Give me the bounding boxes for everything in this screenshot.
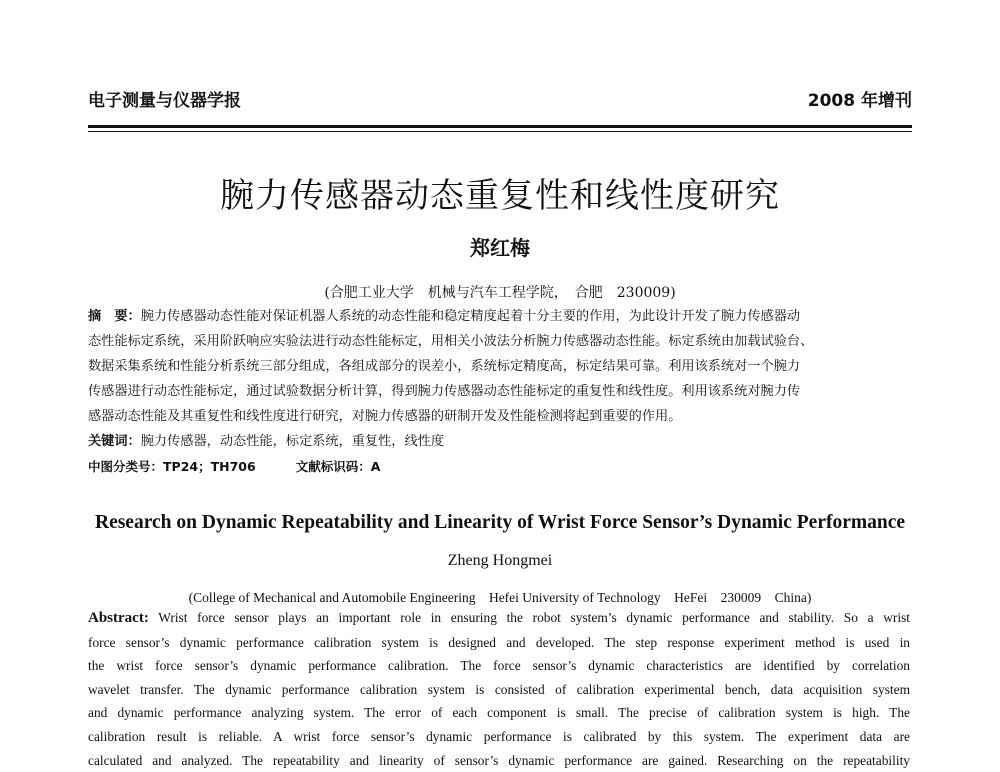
abstract-en-line: the wrist force sensor’s dynamic performance calibration. The force sensor’s dynamic characteristics are identified by correlation: [88, 658, 910, 674]
keywords-zh-text: 腕力传感器，动态性能，标定系统，重复性，线性度: [140, 434, 445, 449]
abstract-en-line: and dynamic performance analyzing system. The error of each component is small. The precise of calibration system is high. The: [88, 705, 910, 721]
abstract-zh-line: 数据采集系统和性能分析系统三部分组成，各组成部分的误差小，系统标定精度高，标定结果可靠。利用该系统对一个腕力: [88, 359, 801, 374]
abstract-zh-line: 感器动态性能及其重复性和线性度进行研究，对腕力传感器的研制开发及性能检测将起到重要的作用。: [88, 409, 682, 424]
paper-title-en: Research on Dynamic Repeatability and Linearity of Wrist Force Sensor’s Dynamic Performance: [94, 512, 906, 533]
abstract-en-line: [88, 606, 910, 631]
abstract-en-text: Wrist force sensor plays an important role in ensuring the robot system’s dynamic performance and stability. So a wrist: [158, 610, 910, 625]
abstract-en-line: calibration result is reliable. A wrist force sensor’s dynamic performance is calibrated by this system. The experiment data are: [88, 728, 910, 744]
affiliation-en: (College of Mechanical and Automobile Engineering Hefei University of Technology HeFei 230009 China): [188, 590, 812, 605]
english-abstract-block: [88, 606, 910, 772]
abstract-zh-line: [88, 304, 910, 329]
header-rule-thin: [88, 131, 912, 132]
keywords-zh: [88, 429, 910, 454]
classification-line: [88, 454, 910, 479]
doc-code-value: A: [370, 459, 381, 474]
abstract-en-line: force sensor’s dynamic performance calibration system is designed and developed. The step response experiment method is used in: [88, 634, 910, 650]
abstract-en-line: wavelet transfer. The dynamic performance calibration system is consisted of calibration experimental bench, data acquisition system: [88, 681, 910, 697]
paper-title-zh: 腕力传感器动态重复性和线性度研究: [220, 176, 780, 216]
abstract-zh-label: 摘 要：: [88, 309, 141, 324]
journal-name: 电子测量与仪器学报: [88, 91, 241, 111]
abstract-zh-text: 腕力传感器动态性能对保证机器人系统的动态性能和稳定精度起着十分主要的作用，为此设计开发了腕力传感器动: [140, 309, 801, 324]
author-zh: 郑红梅: [470, 236, 530, 260]
affiliation-zh: (合肥工业大学 机械与汽车工程学院， 合肥 230009): [324, 285, 676, 301]
journal-issue: 2008 年增刊: [807, 91, 912, 111]
abstract-en-line: calculated and analyzed. The repeatability and linearity of sensor’s dynamic performance are gained. Researching on the repeatability: [88, 752, 910, 768]
author-en: Zheng Hongmei: [447, 552, 553, 569]
abstract-zh-line: 传感器进行动态性能标定，通过试验数据分析计算，得到腕力传感器动态性能标定的重复性和线性度。利用该系统对腕力传: [88, 384, 801, 399]
clc-value: TP24；TH706: [163, 459, 256, 474]
header-rule-thick: [88, 125, 912, 128]
keywords-zh-label: 关键词：: [88, 434, 141, 449]
chinese-abstract-block: [88, 304, 910, 479]
abstract-en-label: Abstract:: [88, 610, 149, 626]
doc-code-label: 文献标识码：: [295, 459, 371, 474]
journal-header: [88, 86, 912, 112]
abstract-zh-line: 态性能标定系统，采用阶跃响应实验法进行动态性能标定，用相关小波法分析腕力传感器动态性能。标定系统由加载试验台、: [88, 334, 814, 349]
clc-label: 中图分类号：: [88, 459, 164, 474]
